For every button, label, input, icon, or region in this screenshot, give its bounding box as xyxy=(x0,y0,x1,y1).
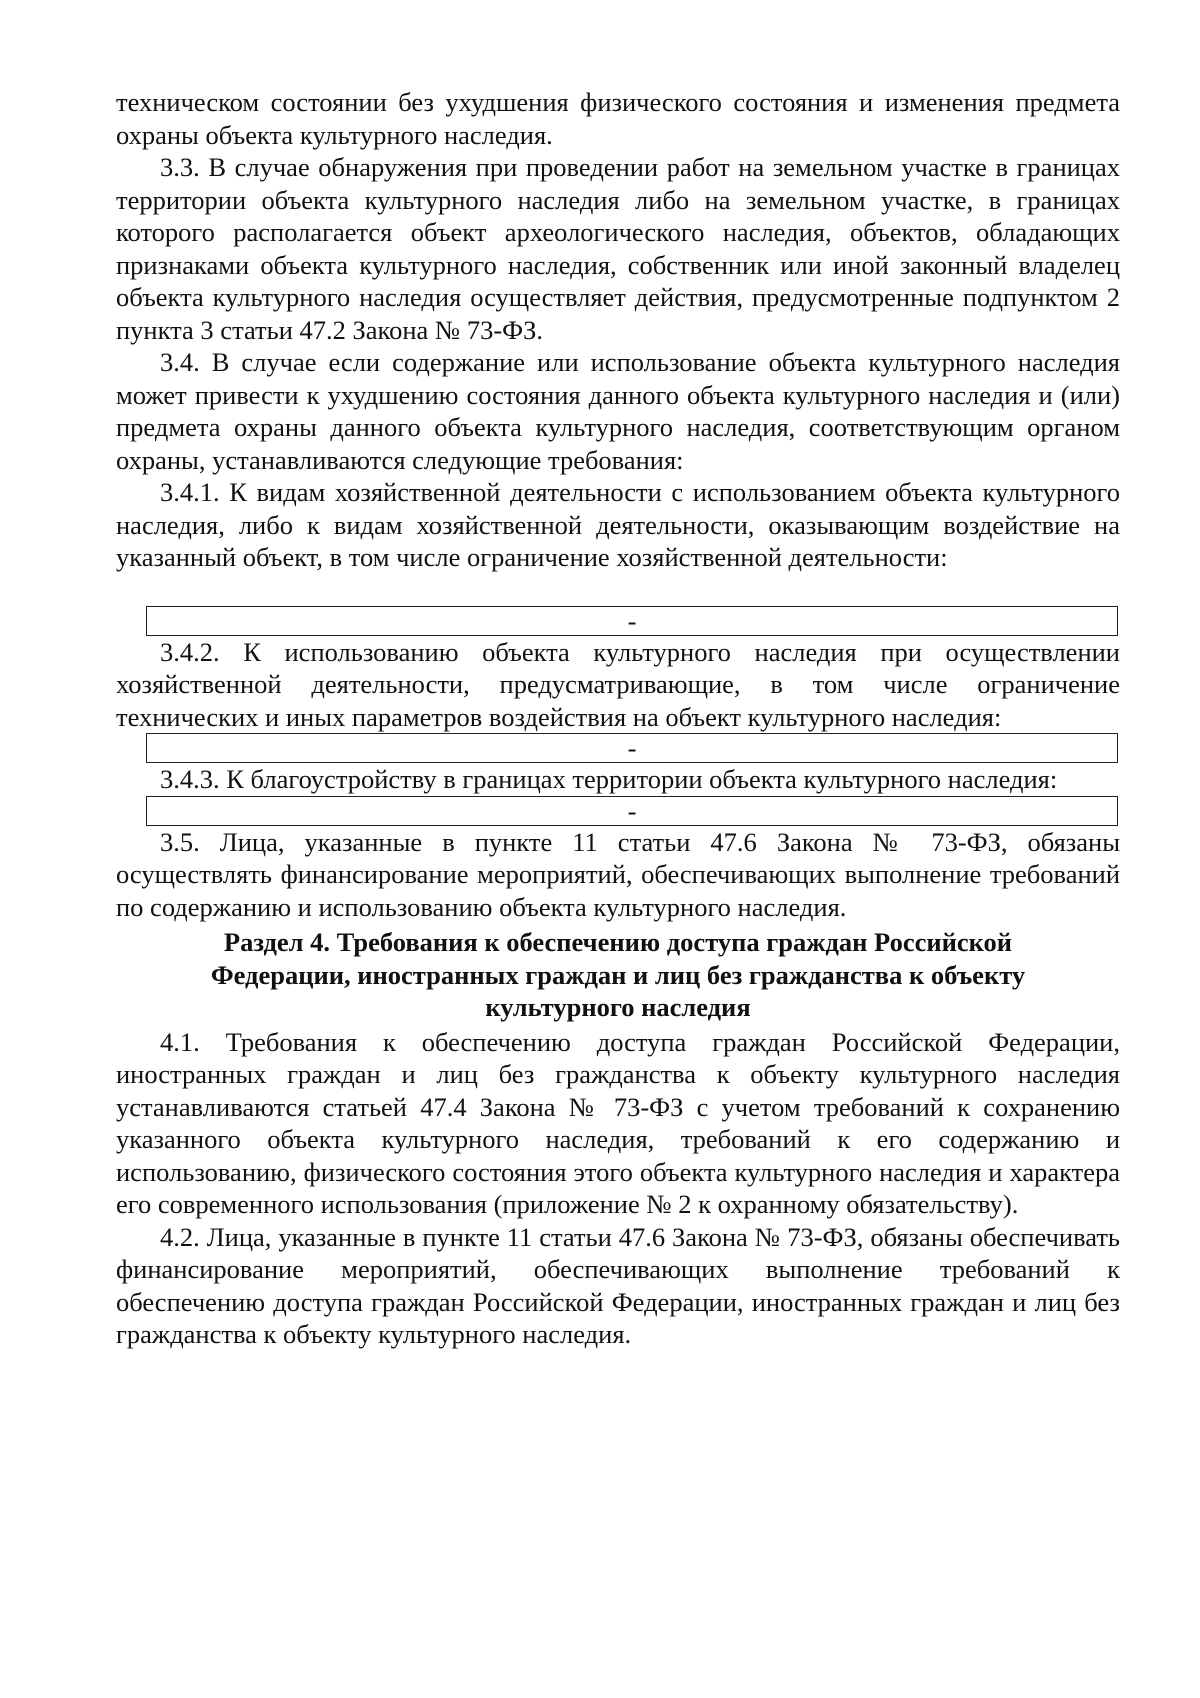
paragraph-3-4-2: 3.4.2. К использованию объекта культурного наследия при осуществлении хозяйственной деятельности, предусматривающие, в том числе ограничение технических и иных параметров воздействия на объект культурного наследия: xyxy=(116,636,1120,732)
paragraph-3-4-1: 3.4.1. К видам хозяйственной деятельности с использованием объекта культурного наследия, либо к видам хозяйственной деятельности, оказывающим воздействие на указанный объект, в том числе ограничение хозяйственной деятельности: xyxy=(116,477,1120,572)
paragraph-continuation: техническом состоянии без ухудшения физического состояния и изменения предмета охраны объекта культурного наследия. xyxy=(116,87,1120,150)
paragraph-3-4-3: 3.4.3. К благоустройству в границах территории объекта культурного наследия: xyxy=(160,764,1058,794)
paragraph-4-1: 4.1. Требования к обеспечению доступа граждан Российской Федерации, иностранных граждан и лиц без гражданства к объекту культурного наследия устанавливаются статьей 47.4 Закона № 73-ФЗ с учетом требований к сохранению указанного объекта культурного наследия, требований к его содержанию и использованию, физического состояния этого объекта культурного наследия и характера его современного использования (приложение № 2 к охранному обязательству). xyxy=(116,1026,1120,1219)
paragraph-3-3: 3.3. В случае обнаружения при проведении работ на земельном участке в границах территории объекта культурного наследия либо на земельном участке, в границах которого располагается объект археологического наследия, объектов, обладающих признаками объекта культурного наследия, собственник или иной законный владелец объекта культурного наследия осуществляет действия, предусмотренные подпунктом 2 пункта 3 статьи 47.2 Закона № 73-ФЗ. xyxy=(116,152,1120,345)
paragraph-4-2: 4.2. Лица, указанные в пункте 11 статьи 47.6 Закона № 73-ФЗ, обязаны обеспечивать финансирование мероприятий, обеспечивающих выполнение требований к обеспечению доступа граждан Российской Федерации, иностранных граждан и лиц без гражданства к объекту культурного наследия. xyxy=(116,1221,1120,1349)
table-cell-3-4-1: - xyxy=(146,606,1118,636)
section-4-heading: Раздел 4. Требования к обеспечению доступа граждан Российской Федерации, иностранных граждан и лиц без гражданства к объекту культурного наследия xyxy=(210,927,1026,1022)
document-page xyxy=(116,86,1120,1351)
table-cell-3-4-2: - xyxy=(146,733,1118,763)
paragraph-3-4: 3.4. В случае если содержание или использование объекта культурного наследия может привести к ухудшению состояния данного объекта культурного наследия и (или) предмета охраны данного объекта культурного наследия, соответствующим органом охраны, устанавливаются следующие требования: xyxy=(116,347,1120,475)
paragraph-3-5: 3.5. Лица, указанные в пункте 11 статьи 47.6 Закона № 73-ФЗ, обязаны осуществлять финансирование мероприятий, обеспечивающих выполнение требований по содержанию и использованию объекта культурного наследия. xyxy=(116,826,1120,922)
table-cell-3-4-3: - xyxy=(146,796,1118,826)
